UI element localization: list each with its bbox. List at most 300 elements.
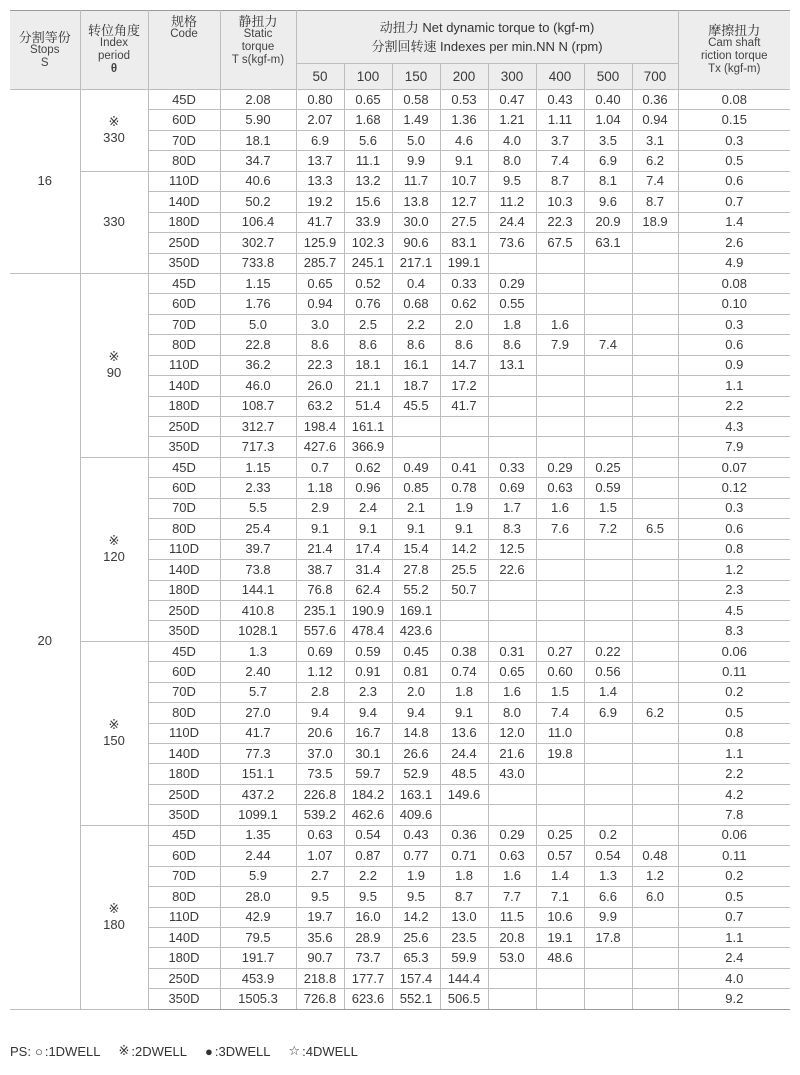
torque-spec-table bbox=[10, 10, 790, 1010]
dynamic-torque-cell bbox=[488, 805, 536, 825]
dynamic-torque-cell: 0.76 bbox=[344, 294, 392, 314]
dynamic-torque-cell: 12.5 bbox=[488, 539, 536, 559]
static-torque-cell: 733.8 bbox=[220, 253, 296, 273]
dynamic-torque-cell: 9.5 bbox=[392, 887, 440, 907]
dynamic-torque-cell: 20.9 bbox=[584, 212, 632, 232]
dynamic-torque-cell bbox=[584, 948, 632, 968]
dynamic-torque-cell: 366.9 bbox=[344, 437, 392, 457]
reference-mark-icon: ※ bbox=[108, 349, 120, 365]
dynamic-torque-cell: 41.7 bbox=[440, 396, 488, 416]
dynamic-torque-cell: 0.36 bbox=[440, 825, 488, 845]
friction-torque-cell: 2.4 bbox=[678, 948, 790, 968]
dynamic-torque-cell bbox=[536, 621, 584, 641]
dynamic-torque-cell: 169.1 bbox=[392, 600, 440, 620]
dynamic-torque-cell: 423.6 bbox=[392, 621, 440, 641]
dynamic-torque-cell: 83.1 bbox=[440, 233, 488, 253]
dynamic-torque-cell: 8.6 bbox=[392, 335, 440, 355]
friction-torque-cell: 0.3 bbox=[678, 314, 790, 334]
header-static-en2: torque bbox=[241, 41, 275, 53]
dynamic-torque-cell: 9.4 bbox=[344, 703, 392, 723]
dynamic-torque-cell: 55.2 bbox=[392, 580, 440, 600]
dynamic-torque-cell: 45.5 bbox=[392, 396, 440, 416]
dynamic-torque-cell: 14.2 bbox=[392, 907, 440, 927]
circle-outline-icon: ○ bbox=[34, 1043, 43, 1059]
static-torque-cell: 77.3 bbox=[220, 744, 296, 764]
static-torque-cell: 453.9 bbox=[220, 968, 296, 988]
dynamic-torque-cell: 0.7 bbox=[296, 457, 344, 477]
dynamic-torque-cell: 5.6 bbox=[344, 130, 392, 150]
dynamic-torque-cell: 25.6 bbox=[392, 927, 440, 947]
code-cell: 140D bbox=[148, 376, 220, 396]
dynamic-torque-cell bbox=[584, 784, 632, 804]
dynamic-torque-cell bbox=[632, 662, 678, 682]
dynamic-torque-cell: 0.62 bbox=[440, 294, 488, 314]
friction-torque-cell: 2.6 bbox=[678, 233, 790, 253]
dynamic-torque-cell: 7.7 bbox=[488, 887, 536, 907]
dynamic-torque-cell: 144.4 bbox=[440, 968, 488, 988]
dynamic-torque-cell: 11.0 bbox=[536, 723, 584, 743]
code-cell: 80D bbox=[148, 887, 220, 907]
dynamic-torque-cell: 24.4 bbox=[488, 212, 536, 232]
table-body bbox=[10, 90, 790, 1010]
circle-filled-icon: ● bbox=[205, 1043, 213, 1059]
dynamic-torque-cell: 17.8 bbox=[584, 927, 632, 947]
dynamic-torque-cell: 15.4 bbox=[392, 539, 440, 559]
dynamic-torque-cell bbox=[488, 968, 536, 988]
dynamic-torque-cell: 0.55 bbox=[488, 294, 536, 314]
header-dynamic-line1: 动扭力 Net dynamic torque to (kgf-m) bbox=[379, 20, 595, 35]
index-angle-value: 330 bbox=[103, 130, 125, 146]
index-period-cell bbox=[80, 273, 148, 457]
friction-torque-cell: 0.06 bbox=[678, 825, 790, 845]
dynamic-torque-cell: 7.2 bbox=[584, 519, 632, 539]
code-cell: 70D bbox=[148, 314, 220, 334]
dynamic-torque-cell: 33.9 bbox=[344, 212, 392, 232]
dynamic-torque-cell bbox=[536, 805, 584, 825]
dynamic-torque-cell: 1.4 bbox=[536, 866, 584, 886]
dynamic-torque-cell bbox=[584, 744, 632, 764]
code-cell: 110D bbox=[148, 171, 220, 191]
dynamic-torque-cell bbox=[536, 989, 584, 1009]
friction-torque-cell: 0.6 bbox=[678, 519, 790, 539]
dynamic-torque-cell: 9.1 bbox=[440, 151, 488, 171]
dynamic-torque-cell: 8.0 bbox=[488, 151, 536, 171]
static-torque-cell: 106.4 bbox=[220, 212, 296, 232]
dynamic-torque-cell: 0.25 bbox=[536, 825, 584, 845]
dynamic-torque-cell bbox=[536, 784, 584, 804]
code-cell: 80D bbox=[148, 519, 220, 539]
dynamic-torque-cell: 15.6 bbox=[344, 192, 392, 212]
dynamic-torque-cell: 125.9 bbox=[296, 233, 344, 253]
dynamic-torque-cell bbox=[536, 539, 584, 559]
dynamic-torque-cell: 1.9 bbox=[440, 498, 488, 518]
dynamic-torque-cell: 16.7 bbox=[344, 723, 392, 743]
dynamic-torque-cell: 51.4 bbox=[344, 396, 392, 416]
dynamic-torque-cell: 76.8 bbox=[296, 580, 344, 600]
header-static-torque bbox=[220, 11, 296, 90]
dynamic-torque-cell: 552.1 bbox=[392, 989, 440, 1009]
dynamic-torque-cell bbox=[584, 805, 632, 825]
dynamic-torque-cell: 23.5 bbox=[440, 927, 488, 947]
dynamic-torque-cell: 3.0 bbox=[296, 314, 344, 334]
dynamic-torque-cell: 9.1 bbox=[392, 519, 440, 539]
dynamic-torque-cell: 6.6 bbox=[584, 887, 632, 907]
static-torque-cell: 437.2 bbox=[220, 784, 296, 804]
friction-torque-cell: 0.12 bbox=[678, 478, 790, 498]
dynamic-torque-cell: 9.9 bbox=[392, 151, 440, 171]
dynamic-torque-cell: 17.4 bbox=[344, 539, 392, 559]
friction-torque-cell: 0.15 bbox=[678, 110, 790, 130]
static-torque-cell: 50.2 bbox=[220, 192, 296, 212]
dynamic-torque-cell: 2.1 bbox=[392, 498, 440, 518]
dynamic-torque-cell: 161.1 bbox=[344, 417, 392, 437]
dynamic-torque-cell: 0.87 bbox=[344, 846, 392, 866]
dynamic-torque-cell bbox=[632, 723, 678, 743]
friction-torque-cell: 8.3 bbox=[678, 621, 790, 641]
table-row bbox=[10, 641, 790, 661]
dynamic-torque-cell: 21.1 bbox=[344, 376, 392, 396]
index-angle-value: 150 bbox=[103, 733, 125, 749]
friction-torque-cell: 0.8 bbox=[678, 723, 790, 743]
dynamic-torque-cell: 10.7 bbox=[440, 171, 488, 191]
dynamic-torque-cell bbox=[584, 989, 632, 1009]
friction-torque-cell: 0.2 bbox=[678, 866, 790, 886]
code-cell: 140D bbox=[148, 192, 220, 212]
dynamic-torque-cell: 7.4 bbox=[536, 151, 584, 171]
dynamic-torque-cell: 2.07 bbox=[296, 110, 344, 130]
dynamic-torque-cell bbox=[392, 437, 440, 457]
dynamic-torque-cell: 22.6 bbox=[488, 560, 536, 580]
dynamic-torque-cell: 90.6 bbox=[392, 233, 440, 253]
code-cell: 110D bbox=[148, 539, 220, 559]
dynamic-torque-cell: 41.7 bbox=[296, 212, 344, 232]
index-period-cell bbox=[80, 641, 148, 825]
dynamic-torque-cell bbox=[392, 417, 440, 437]
static-torque-cell: 34.7 bbox=[220, 151, 296, 171]
dynamic-torque-cell: 8.6 bbox=[488, 335, 536, 355]
dynamic-torque-cell: 38.7 bbox=[296, 560, 344, 580]
dynamic-torque-cell bbox=[488, 417, 536, 437]
header-static-en1: Static bbox=[243, 28, 273, 40]
static-torque-cell: 144.1 bbox=[220, 580, 296, 600]
dynamic-torque-cell bbox=[632, 621, 678, 641]
dynamic-torque-cell bbox=[632, 376, 678, 396]
dynamic-torque-cell bbox=[488, 396, 536, 416]
dynamic-torque-cell: 0.41 bbox=[440, 457, 488, 477]
code-cell: 80D bbox=[148, 335, 220, 355]
dynamic-torque-cell: 0.36 bbox=[632, 90, 678, 110]
dynamic-torque-cell: 0.45 bbox=[392, 641, 440, 661]
dynamic-torque-cell: 0.59 bbox=[344, 641, 392, 661]
dynamic-torque-cell: 539.2 bbox=[296, 805, 344, 825]
dynamic-torque-cell bbox=[632, 498, 678, 518]
dynamic-torque-cell bbox=[536, 968, 584, 988]
dynamic-torque-cell bbox=[536, 417, 584, 437]
dynamic-torque-cell: 13.6 bbox=[440, 723, 488, 743]
code-cell: 45D bbox=[148, 90, 220, 110]
code-cell: 45D bbox=[148, 825, 220, 845]
dynamic-torque-cell bbox=[584, 355, 632, 375]
header-static-zh: 静扭力 bbox=[238, 14, 278, 29]
code-cell: 70D bbox=[148, 866, 220, 886]
code-cell: 250D bbox=[148, 968, 220, 988]
dynamic-torque-cell bbox=[488, 621, 536, 641]
dynamic-torque-cell: 0.60 bbox=[536, 662, 584, 682]
dynamic-torque-cell bbox=[632, 294, 678, 314]
dynamic-torque-cell bbox=[536, 600, 584, 620]
dynamic-torque-cell: 13.2 bbox=[344, 171, 392, 191]
friction-torque-cell: 1.1 bbox=[678, 744, 790, 764]
dynamic-torque-cell: 0.65 bbox=[296, 273, 344, 293]
dynamic-torque-cell: 0.29 bbox=[488, 825, 536, 845]
dynamic-torque-cell: 0.78 bbox=[440, 478, 488, 498]
friction-torque-cell: 1.1 bbox=[678, 376, 790, 396]
table-row bbox=[10, 171, 790, 191]
header-dynamic-torque bbox=[296, 11, 678, 64]
dynamic-torque-cell: 0.62 bbox=[344, 457, 392, 477]
dynamic-torque-cell: 13.3 bbox=[296, 171, 344, 191]
static-torque-cell: 36.2 bbox=[220, 355, 296, 375]
header-stops-zh: 分割等份 bbox=[18, 29, 71, 45]
dynamic-torque-cell: 73.5 bbox=[296, 764, 344, 784]
dynamic-torque-cell: 6.0 bbox=[632, 887, 678, 907]
dynamic-torque-cell: 30.1 bbox=[344, 744, 392, 764]
dynamic-torque-cell: 218.8 bbox=[296, 968, 344, 988]
code-cell: 180D bbox=[148, 580, 220, 600]
dynamic-torque-cell: 285.7 bbox=[296, 253, 344, 273]
dynamic-torque-cell bbox=[584, 294, 632, 314]
dynamic-torque-cell bbox=[440, 417, 488, 437]
static-torque-cell: 73.8 bbox=[220, 560, 296, 580]
dynamic-torque-cell: 0.29 bbox=[488, 273, 536, 293]
header-friction bbox=[678, 11, 790, 90]
dynamic-torque-cell: 0.31 bbox=[488, 641, 536, 661]
dynamic-torque-cell: 163.1 bbox=[392, 784, 440, 804]
reference-mark-icon: ※ bbox=[108, 533, 120, 549]
dynamic-torque-cell: 1.07 bbox=[296, 846, 344, 866]
dynamic-torque-cell: 18.9 bbox=[632, 212, 678, 232]
dynamic-torque-cell bbox=[584, 314, 632, 334]
friction-torque-cell: 0.11 bbox=[678, 662, 790, 682]
code-cell: 60D bbox=[148, 294, 220, 314]
dynamic-torque-cell: 26.0 bbox=[296, 376, 344, 396]
dynamic-torque-cell: 199.1 bbox=[440, 253, 488, 273]
dynamic-torque-cell: 9.9 bbox=[584, 907, 632, 927]
header-stops-en: Stops bbox=[30, 43, 60, 56]
dynamic-torque-cell: 0.40 bbox=[584, 90, 632, 110]
dynamic-torque-cell bbox=[584, 723, 632, 743]
dynamic-torque-cell: 7.4 bbox=[632, 171, 678, 191]
dynamic-torque-cell: 3.7 bbox=[536, 130, 584, 150]
dynamic-torque-cell: 0.2 bbox=[584, 825, 632, 845]
dynamic-torque-cell: 7.9 bbox=[536, 335, 584, 355]
dynamic-torque-cell: 9.5 bbox=[296, 887, 344, 907]
dynamic-torque-cell: 14.8 bbox=[392, 723, 440, 743]
dynamic-torque-cell: 1.6 bbox=[536, 314, 584, 334]
dynamic-torque-cell bbox=[488, 253, 536, 273]
friction-torque-cell: 0.08 bbox=[678, 90, 790, 110]
dynamic-torque-cell: 21.6 bbox=[488, 744, 536, 764]
star-outline-icon: ☆ bbox=[288, 1043, 301, 1058]
index-angle-value: 120 bbox=[103, 549, 125, 565]
dynamic-torque-cell: 726.8 bbox=[296, 989, 344, 1009]
dynamic-torque-cell: 0.43 bbox=[536, 90, 584, 110]
dynamic-torque-cell: 245.1 bbox=[344, 253, 392, 273]
dynamic-torque-cell: 73.7 bbox=[344, 948, 392, 968]
dynamic-torque-cell bbox=[632, 989, 678, 1009]
dynamic-torque-cell: 9.1 bbox=[344, 519, 392, 539]
legend-item-3dwell bbox=[205, 1044, 271, 1059]
dynamic-torque-cell: 8.7 bbox=[440, 887, 488, 907]
dynamic-torque-cell: 12.0 bbox=[488, 723, 536, 743]
static-torque-cell: 1505.3 bbox=[220, 989, 296, 1009]
dynamic-torque-cell bbox=[488, 376, 536, 396]
static-torque-cell: 1.35 bbox=[220, 825, 296, 845]
dynamic-torque-cell: 1.8 bbox=[440, 866, 488, 886]
dynamic-torque-cell bbox=[536, 376, 584, 396]
dynamic-torque-cell: 67.5 bbox=[536, 233, 584, 253]
dynamic-torque-cell: 0.38 bbox=[440, 641, 488, 661]
friction-torque-cell: 7.8 bbox=[678, 805, 790, 825]
dynamic-torque-cell: 0.49 bbox=[392, 457, 440, 477]
friction-torque-cell: 0.5 bbox=[678, 151, 790, 171]
table-row bbox=[10, 90, 790, 110]
dynamic-torque-cell: 2.7 bbox=[296, 866, 344, 886]
dynamic-torque-cell: 5.0 bbox=[392, 130, 440, 150]
dynamic-torque-cell: 9.5 bbox=[488, 171, 536, 191]
static-torque-cell: 39.7 bbox=[220, 539, 296, 559]
static-torque-cell: 1099.1 bbox=[220, 805, 296, 825]
static-torque-cell: 2.33 bbox=[220, 478, 296, 498]
static-torque-cell: 27.0 bbox=[220, 703, 296, 723]
header-friction-unit: Tx (kgf-m) bbox=[708, 63, 761, 75]
header-friction-zh: 摩擦扭力 bbox=[708, 23, 761, 38]
dynamic-torque-cell bbox=[536, 355, 584, 375]
code-cell: 45D bbox=[148, 273, 220, 293]
dynamic-torque-cell: 11.5 bbox=[488, 907, 536, 927]
dynamic-torque-cell: 9.5 bbox=[344, 887, 392, 907]
dynamic-torque-cell: 0.54 bbox=[344, 825, 392, 845]
dynamic-torque-cell: 27.8 bbox=[392, 560, 440, 580]
code-cell: 60D bbox=[148, 662, 220, 682]
static-torque-cell: 2.44 bbox=[220, 846, 296, 866]
dynamic-torque-cell: 157.4 bbox=[392, 968, 440, 988]
dynamic-torque-cell: 2.4 bbox=[344, 498, 392, 518]
dynamic-torque-cell: 0.69 bbox=[296, 641, 344, 661]
dynamic-torque-cell: 9.4 bbox=[392, 703, 440, 723]
dynamic-torque-cell bbox=[536, 580, 584, 600]
friction-torque-cell: 9.2 bbox=[678, 989, 790, 1009]
dynamic-torque-cell: 35.6 bbox=[296, 927, 344, 947]
dynamic-torque-cell: 26.6 bbox=[392, 744, 440, 764]
static-torque-cell: 1.76 bbox=[220, 294, 296, 314]
dynamic-torque-cell bbox=[536, 560, 584, 580]
dynamic-torque-cell bbox=[584, 437, 632, 457]
dynamic-torque-cell: 21.4 bbox=[296, 539, 344, 559]
dynamic-torque-cell bbox=[584, 580, 632, 600]
friction-torque-cell: 0.08 bbox=[678, 273, 790, 293]
dynamic-torque-cell: 1.5 bbox=[584, 498, 632, 518]
code-cell: 180D bbox=[148, 396, 220, 416]
friction-torque-cell: 2.3 bbox=[678, 580, 790, 600]
dynamic-torque-cell: 1.04 bbox=[584, 110, 632, 130]
dynamic-torque-cell: 59.9 bbox=[440, 948, 488, 968]
dynamic-torque-cell: 2.0 bbox=[392, 682, 440, 702]
reference-mark-icon: ※ bbox=[108, 114, 120, 130]
header-index-en2: period bbox=[98, 50, 130, 62]
friction-torque-cell: 1.2 bbox=[678, 560, 790, 580]
friction-torque-cell: 0.9 bbox=[678, 355, 790, 375]
dynamic-torque-cell: 48.5 bbox=[440, 764, 488, 784]
header-index-zh: 转位角度 bbox=[87, 23, 140, 38]
code-cell: 350D bbox=[148, 621, 220, 641]
dynamic-torque-cell: 0.63 bbox=[536, 478, 584, 498]
friction-torque-cell: 4.5 bbox=[678, 600, 790, 620]
friction-torque-cell: 0.2 bbox=[678, 682, 790, 702]
dynamic-torque-cell bbox=[584, 764, 632, 784]
static-torque-cell: 28.0 bbox=[220, 887, 296, 907]
dynamic-torque-cell bbox=[440, 621, 488, 641]
dynamic-torque-cell: 37.0 bbox=[296, 744, 344, 764]
dynamic-torque-cell: 1.5 bbox=[536, 682, 584, 702]
legend-item-2dwell bbox=[118, 1043, 187, 1059]
dynamic-torque-cell: 19.7 bbox=[296, 907, 344, 927]
dynamic-torque-cell bbox=[632, 253, 678, 273]
dynamic-torque-cell: 8.6 bbox=[296, 335, 344, 355]
friction-torque-cell: 4.3 bbox=[678, 417, 790, 437]
dynamic-torque-cell bbox=[488, 437, 536, 457]
static-torque-cell: 1.15 bbox=[220, 457, 296, 477]
dynamic-torque-cell: 623.6 bbox=[344, 989, 392, 1009]
dynamic-torque-cell: 6.2 bbox=[632, 703, 678, 723]
static-torque-cell: 5.7 bbox=[220, 682, 296, 702]
index-period-cell bbox=[80, 457, 148, 641]
dynamic-torque-cell bbox=[584, 396, 632, 416]
dynamic-torque-cell: 1.7 bbox=[488, 498, 536, 518]
dynamic-torque-cell: 52.9 bbox=[392, 764, 440, 784]
dynamic-torque-cell: 198.4 bbox=[296, 417, 344, 437]
static-torque-cell: 1.15 bbox=[220, 273, 296, 293]
stops-cell: 20 bbox=[10, 273, 80, 1009]
dynamic-torque-cell: 6.5 bbox=[632, 519, 678, 539]
dynamic-torque-cell bbox=[632, 600, 678, 620]
friction-torque-cell: 4.2 bbox=[678, 784, 790, 804]
dynamic-torque-cell: 8.3 bbox=[488, 519, 536, 539]
dynamic-torque-cell: 235.1 bbox=[296, 600, 344, 620]
dynamic-torque-cell: 13.1 bbox=[488, 355, 536, 375]
dynamic-torque-cell bbox=[632, 335, 678, 355]
dynamic-torque-cell: 6.9 bbox=[584, 151, 632, 171]
dynamic-torque-cell bbox=[584, 539, 632, 559]
static-torque-cell: 40.6 bbox=[220, 171, 296, 191]
code-cell: 80D bbox=[148, 703, 220, 723]
header-dynamic-line2: 分割回转速 Indexes per min.NN N (rpm) bbox=[371, 39, 603, 54]
code-cell: 350D bbox=[148, 253, 220, 273]
dynamic-torque-cell: 0.53 bbox=[440, 90, 488, 110]
header-friction-en1: Cam shaft bbox=[708, 37, 761, 49]
dynamic-torque-cell: 4.0 bbox=[488, 130, 536, 150]
header-code bbox=[148, 11, 220, 90]
code-cell: 180D bbox=[148, 212, 220, 232]
index-period-cell bbox=[80, 825, 148, 1009]
table-row bbox=[10, 825, 790, 845]
dynamic-torque-cell: 25.5 bbox=[440, 560, 488, 580]
friction-torque-cell: 4.9 bbox=[678, 253, 790, 273]
header-stops bbox=[10, 11, 80, 90]
dynamic-torque-cell: 427.6 bbox=[296, 437, 344, 457]
legend-item-1dwell bbox=[35, 1044, 101, 1059]
static-torque-cell: 717.3 bbox=[220, 437, 296, 457]
